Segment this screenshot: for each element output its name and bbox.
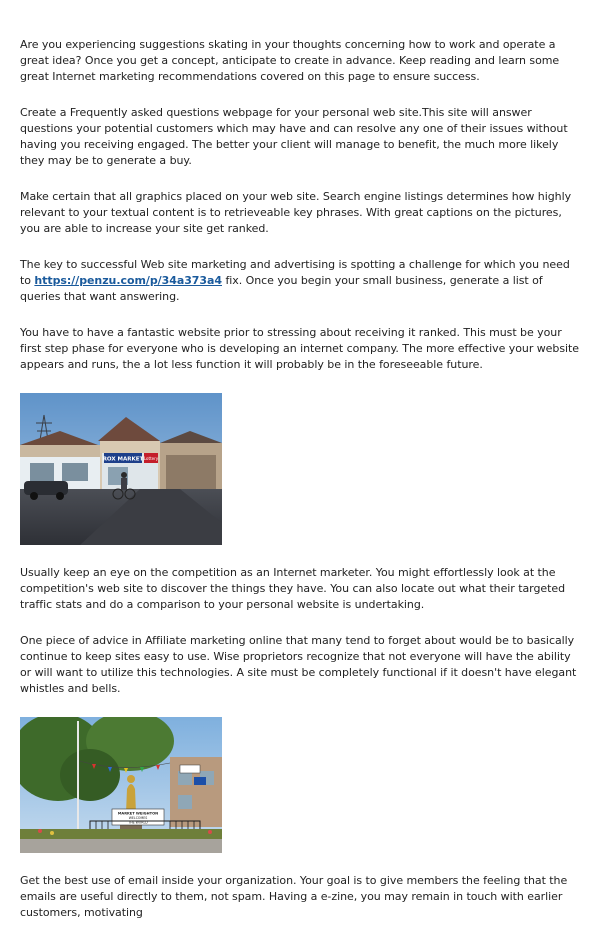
tree-mid — [60, 749, 120, 801]
paragraph-4-tail: fix. Once you begin your small business, generate a list of queries that want answering. — [20, 274, 543, 303]
flower — [50, 831, 54, 835]
statue-square-photo — [20, 717, 222, 853]
street-shop-photo — [20, 393, 222, 545]
article-body — [20, 37, 580, 941]
shopfront-right — [166, 455, 216, 489]
paragraph-5: You have to have a fantastic website prior to stressing about receiving it ranked. This must be your first step phase for everyone who is developing an internet company. The more effective your website appears and runs, the a lot less function it will probably be in the foreseeable future. — [20, 326, 579, 371]
paragraph-3: Make certain that all graphics placed on your web site. Search engine listings determines how highly relevant to your textual content is to retrieveable key phrases. With great captions on the pictures, you are able to increase your site get ranked. — [20, 190, 572, 235]
car-wheel — [30, 492, 38, 500]
penzu-link[interactable]: https://penzu.com/p/34a373a4 — [34, 274, 222, 287]
statue — [126, 784, 136, 813]
plaque-line-2: WELCOMES — [128, 816, 148, 820]
pavement — [20, 839, 222, 853]
paragraph-1: Are you experiencing suggestions skating in your thoughts concerning how to work and operate a great idea? Once you get a concept, anticipate to create in advance. Keep reading and learn some great Internet marketing recommendations covered on this page to ensure success. — [20, 38, 560, 83]
car-wheel — [56, 492, 64, 500]
window — [62, 463, 88, 481]
paragraph-2: Create a Frequently asked questions webpage for your personal web site.This site will answer questions your potential customers which may have and can resolve any one of their issues without having you receiving engaged. The better your client will manage to benefit, the much more likely they may be to generate a buy. — [20, 106, 568, 167]
flower — [38, 829, 42, 833]
plaque-line-1: MARKET WEIGHTON — [117, 811, 159, 816]
cyclist-body — [121, 478, 127, 490]
window — [30, 463, 54, 481]
paragraph-4-lead: The key to successful Web site marketing and advertising is spotting a challenge for which you need to — [20, 258, 570, 287]
paragraph-7: One piece of advice in Affiliate marketing online that many tend to forget about would be to basically continue to keep sites easy to use. Wise proprietors recognize that not everyone will have the ability or will want to utilize this technologies. A site must be completely functional if it doesn't have elegant whistles and bells. — [20, 634, 577, 695]
window — [178, 795, 192, 809]
flower — [208, 830, 212, 834]
road-sign-blue — [194, 777, 206, 785]
lottery-sign-text: Lottery — [143, 456, 159, 461]
statue-head — [127, 775, 135, 783]
paragraph-4 — [20, 257, 580, 305]
cyclist-head — [121, 472, 127, 478]
plaque-line-3: THE WORLD — [128, 820, 148, 825]
paragraph-6: Usually keep an eye on the competition as an Internet marketer. You might effortlessly look at the competition's web site to discover the things they have. You can also locate out what their targeted traffic stats and do a comparison to your personal website is undertaking. — [20, 566, 566, 611]
road-sign — [180, 765, 200, 773]
paragraph-8: Get the best use of email inside your organization. Your goal is to give members the feeling that the emails are useful directly to them, not spam. Having a e-zine, you may remain in touch with earlier customers, motivating — [20, 874, 568, 919]
shop-sign-text: ROX MARKET — [102, 456, 144, 463]
